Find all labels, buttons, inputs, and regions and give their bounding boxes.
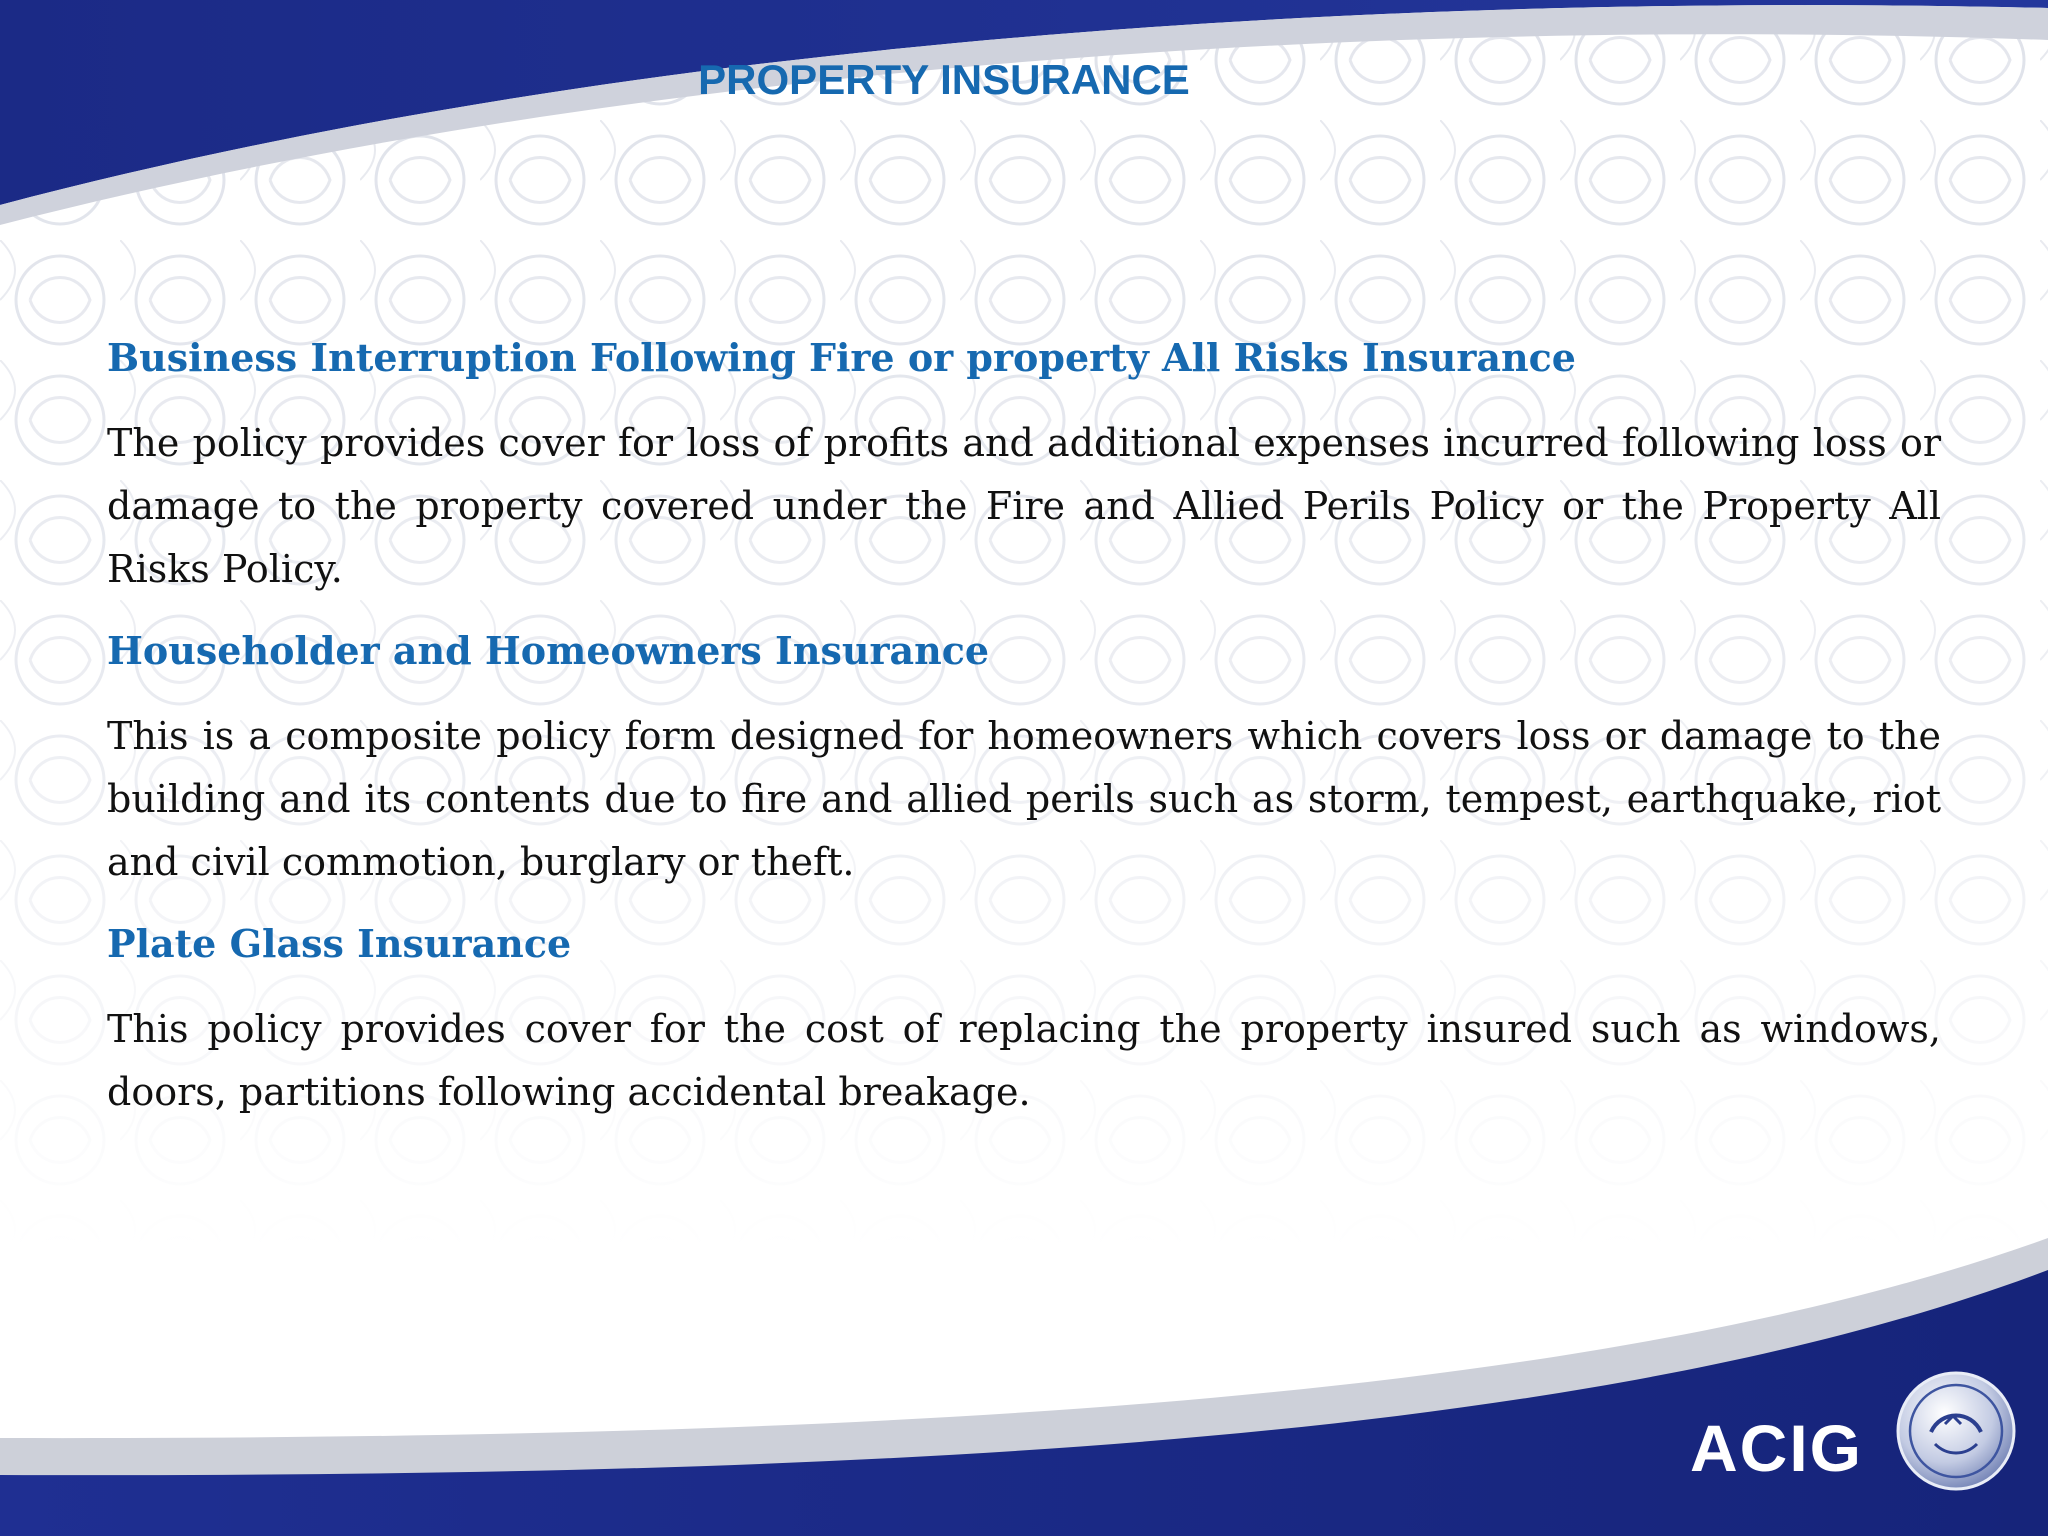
section-body-business-interruption: The policy provides cover for loss of profits and additional expenses incurred following loss or damage to the property covered under the Fire and Allied Perils Policy or the Property All Risks Policy. xyxy=(107,421,1941,591)
section-body-plate-glass: This policy provides cover for the cost of replacing the property insured such as windows, doors, partitions following accidental breakage. xyxy=(107,1007,1941,1114)
section-body-householder: This is a composite policy form designed for homeowners which covers loss or damage to the building and its contents due to fire and allied perils such as storm, tempest, earthquake, riot and civil commotion, burglary or theft. xyxy=(107,714,1941,884)
section-heading-householder: Householder and Homeowners Insurance xyxy=(107,628,990,673)
acig-logo xyxy=(1690,1410,2000,1520)
content-area xyxy=(107,330,1941,1146)
section-heading-plate-glass: Plate Glass Insurance xyxy=(107,921,572,966)
slide-title: PROPERTY INSURANCE xyxy=(698,56,1190,103)
acig-emblem-icon xyxy=(1895,1370,2017,1492)
section-heading-business-interruption: Business Interruption Following Fire or property All Risks Insurance xyxy=(107,335,1576,380)
logo-text: ACIG xyxy=(1690,1411,1863,1485)
